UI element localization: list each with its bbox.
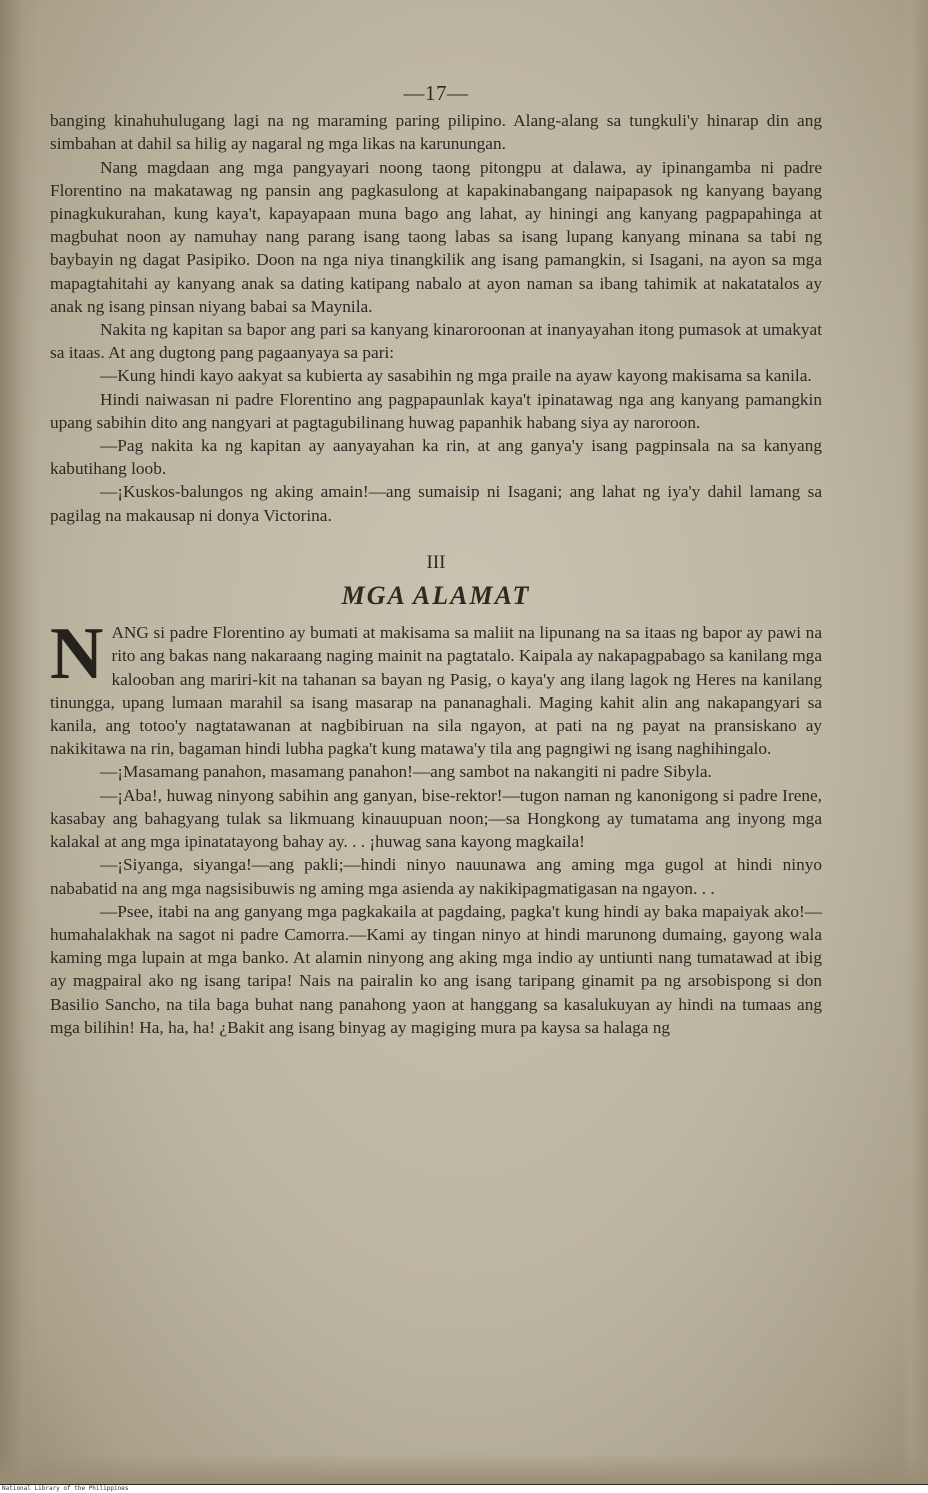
opening-paragraph [50,613,822,760]
paragraph: —Psee, itabi na ang ganyang mga pagkakaila at pagdaing, pagka't kung hindi ay baka mapaiyak ako!—humahalakhak na sagot ni padre Camorra.—Kami ay tingan ninyo at hindi marunong dumaing, gayong wala kaming mga lupain at mga banko. At alamin ninyong ang aking mga indio ay untiunti nang tumatawad at ibig ay magpairal ako ng isang taripa! Nais na pairalin ko ang isang taripang ginamit pa ng arsobispong si don Basilio Sancho, na tila baga buhat nang panahong yaon at hanggang sa kasalukuyan ay hindi na tumaas ang mga bilihin! Ha, ha, ha! ¿Bakit ang isang binyag ay magiging mura pa kaysa sa halaga ng [50,901,822,1037]
paragraph: —¡Kuskos-balungos ng aking amain!—ang sumaisip ni Isagani; ang lahat ng iya'y dahil lamang sa pagilag na makausap ni donya Victorina. [50,482,822,525]
paragraph: Nakita ng kapitan sa bapor ang pari sa kanyang kinaroroonan at inanyayahan itong pumasok at umakyat sa itaas. At ang dugtong pang pagaanyaya sa pari: [50,320,822,363]
opening-paragraph-text: ANG si padre Florentino ay bumati at makisama sa maliit na lipunang na sa itaas ng bapor ay pawi na rito ang bakas nang nakaraang naging mainit na pagtatalo. Kaipala ay nakapagpabago sa kanilang mga kalooban ang mariri-kit na tahanan sa bayan ng Pasig, o kaya'y ang ilang lagok ng Heres na kanilang tinungga, upang lumaan marahil sa isang masarap na pananaghali. Maging kahit alin ang nakapangyari sa kanila, ang totoo'y nagtatawanan at nagbibiruan na sila ngayon, at pati na ng payat na pransiskano ay nakikitawa na rin, bagaman hindi lubha pagka't kung matawa'y tila ang pagngiwi ng isang naghihingalo. [50,623,822,759]
page-edge-shadow-right [902,0,928,1484]
chapter-title: MGA ALAMAT [341,581,531,611]
paragraph: —Pag nakita ka ng kapitan ay aanyayahan ka rin, at ang ganya'y isang pagpinsala na sa kanyang kabutihang loob. [50,436,822,479]
library-credit-footer: National Library of the Philippines [0,1485,928,1493]
drop-cap: N [50,613,104,696]
paragraph: —¡Siyanga, siyanga!—ang pakli;—hindi ninyo nauunawa ang aming mga gugol at hindi ninyo nababatid na ang mga nagsisibuwis ng aming mga asienda ay nakikipagmatigasan na ngayon. . . [50,855,822,898]
page-edge-shadow-bottom [0,1454,928,1484]
paragraph: Nang magdaan ang mga pangyayari noong taong pitongpu at dalawa, ay ipinangamba ni padre Florentino na makatawag ng pansin ang pagkasulong at kapakinabangang naipapasok ng kanyang bayang pinagkukurahan, kung kaya't, kapayapaan muna bago ang lahat, ay hiningi ang kanyang pagpapahinga at magbuhat noon ay namuhay nang parang isang taong labas sa isang lupang kanyang minana sa tabi ng baybayin ng dagat Pasipiko. Doon na nga niya tinangkilik ang isang pamangkin, si Isagani, na ayon sa mga mapagtahitahi ay kanyang anak sa dating katipang nabalo at ayon naman sa ibang tahimik at nakatatalos ay anak ng isang pinsan niyang babai sa Maynila. [50,157,822,316]
paragraph: banging kinahuhulugang lagi na ng maraming paring pilipino. Alang-alang sa tungkuli'y hinarap din ang simbahan at dahil sa hilig ay nagaral ng mga likas na karunungan. [50,111,822,154]
page-number: —17— [403,81,469,105]
chapter-number: III [426,551,446,573]
paragraph: —Kung hindi kayo aakyat sa kubierta ay sasabihin ng mga praile na ayaw kayong makisama sa kanila. [100,366,812,386]
paragraph: —¡Aba!, huwag ninyong sabihin ang ganyan, bise-rektor!—tugon naman ng kanonigong si padre Irene, kasabay ang bahagyang tulak sa likmuang kinauupuan noon;—sa Hongkong ay tumatama ang inyong mga kalakal at ang mga ipinatatayong bahay ay. . . ¡huwag sana kayong magkaila! [50,785,822,852]
paragraph: —¡Masamang panahon, masamang panahon!—ang sambot na nakangiti ni padre Sibyla. [100,762,712,782]
paragraph: Hindi naiwasan ni padre Florentino ang pagpapaunlak kaya't ipinatawag nga ang kanyang pamangkin upang sabihin dito ang nangyari at pagtagubilinang huwag papanhik habang siya ay naroroon. [50,389,822,432]
page-edge-shadow-left [0,0,38,1484]
page-text-block [50,82,822,1039]
